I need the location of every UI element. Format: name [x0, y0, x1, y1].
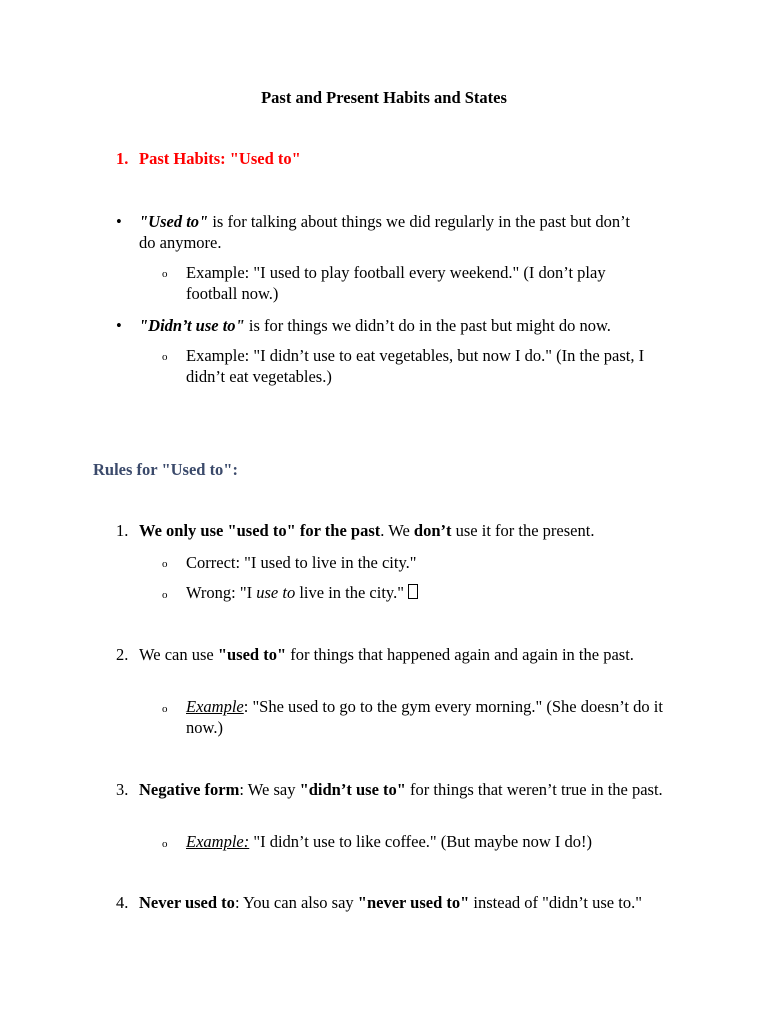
- rule-3-example: [186, 831, 726, 852]
- example-text: : "She used to go to the gym every morning." (She doesn’t do it now.): [186, 697, 663, 737]
- rule-1-wrong: [186, 582, 726, 603]
- rule-number: 1.: [116, 521, 129, 540]
- term-used-to: "Used to": [139, 212, 209, 231]
- bullet-marker: •: [116, 212, 122, 231]
- bullet-used-to: [139, 211, 649, 253]
- rule-1-mid: . We: [380, 521, 414, 540]
- term-didnt-use-to: "Didn’t use to": [139, 316, 245, 335]
- rule-4-b: instead of "didn’t use to.": [469, 893, 642, 912]
- rule-number: 2.: [116, 645, 129, 664]
- rule-1-correct: Correct: "I used to live in the city.": [186, 553, 417, 572]
- rules-heading: Rules for "Used to":: [93, 460, 238, 479]
- section-heading: Past Habits: "Used to": [139, 149, 301, 168]
- rule-3-a: : We say: [239, 780, 300, 799]
- bullet-text: is for talking about things we did regularly in the past but don’t do anymore.: [139, 212, 630, 252]
- missing-glyph-icon: [408, 584, 418, 599]
- rule-2-a: We can use: [139, 645, 218, 664]
- example-text: "I didn’t use to like coffee." (But maybe now I do!): [249, 832, 593, 851]
- example-didnt-use-to: Example: "I didn’t use to eat vegetables, but now I do." (In the past, I didn’t eat vegetables.): [186, 346, 645, 386]
- rule-3-bold: Negative form: [139, 780, 240, 799]
- rule-3-text: [139, 779, 679, 800]
- rule-number: 4.: [116, 893, 129, 912]
- bullet-marker: •: [116, 316, 122, 335]
- rule-number: 3.: [116, 780, 129, 799]
- bullet-text: is for things we didn’t do in the past but might do now.: [244, 316, 611, 335]
- rule-2-text: [139, 644, 654, 665]
- rule-1-text: [139, 520, 679, 541]
- sub-bullet-marker: o: [162, 838, 168, 850]
- sub-bullet-marker: o: [162, 589, 168, 601]
- rule-2-bold: "used to": [217, 645, 287, 664]
- rule-4-a: : You can also say: [234, 893, 358, 912]
- wrong-b: live in the city.": [295, 583, 404, 602]
- rule-1-bold: We only use "used to" for the past: [139, 521, 381, 540]
- rule-2-b: for things that happened again and again in the past.: [286, 645, 634, 664]
- page-title: Past and Present Habits and States: [261, 88, 507, 107]
- rule-2-example: [186, 696, 676, 738]
- rule-1-end: use it for the present.: [451, 521, 595, 540]
- wrong-italic: use to: [256, 583, 296, 602]
- sub-bullet-marker: o: [162, 703, 168, 715]
- example-label: Example: [186, 697, 244, 716]
- rule-1-dont: don’t: [413, 521, 452, 540]
- section-number: 1.: [116, 149, 129, 168]
- sub-bullet-marker: o: [162, 268, 168, 280]
- rule-4-bold2: "never used to": [357, 893, 470, 912]
- wrong-a: Wrong: "I: [186, 583, 257, 602]
- rule-3-bold2: "didn’t use to": [299, 780, 406, 799]
- rule-4-bold: Never used to: [139, 893, 235, 912]
- rule-4-text: [139, 892, 669, 913]
- sub-bullet-marker: o: [162, 351, 168, 363]
- bullet-didnt-use-to: [139, 315, 679, 336]
- sub-bullet-marker: o: [162, 558, 168, 570]
- example-label: Example:: [186, 832, 250, 851]
- rule-3-b: for things that weren’t true in the past.: [405, 780, 663, 799]
- example-used-to: Example: "I used to play football every weekend." (I don’t play football now.): [186, 263, 606, 303]
